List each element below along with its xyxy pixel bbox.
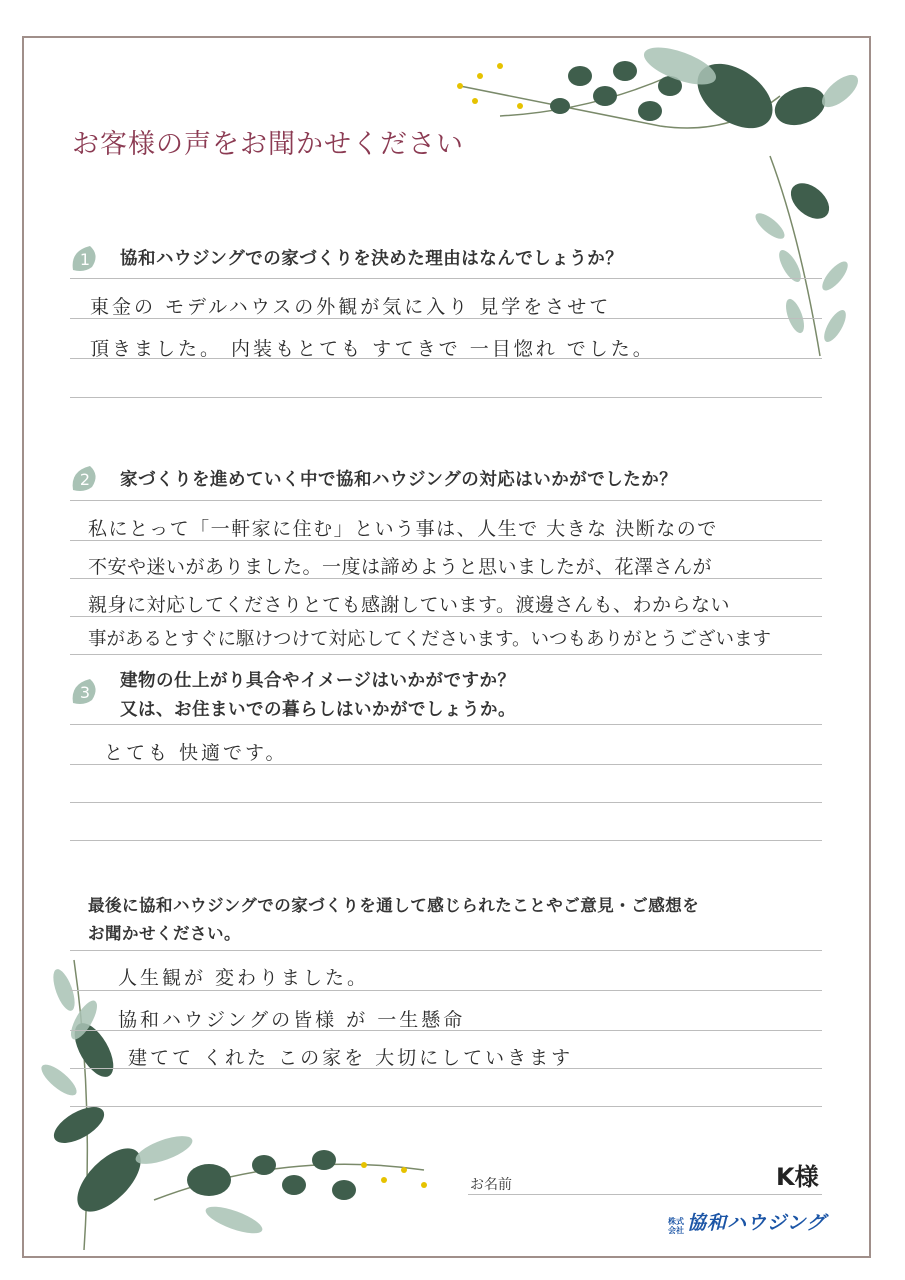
- question-3-line-1: 建物の仕上がり具合やイメージはいかがですか？: [120, 671, 516, 691]
- final-prompt-line-1: 最後に協和ハウジングでの家づくりを通して感じられたことやご意見・ご感想を: [88, 896, 700, 915]
- answer-line: [70, 397, 822, 398]
- divider: [70, 950, 822, 951]
- question-3-leaf-icon: [70, 676, 100, 706]
- answer-2-line-2: 不安や迷いがありました。一度は諦めようと思いましたが、花澤さんが: [88, 556, 713, 578]
- answer-1-line-2: 頂きました。 内装もとても すてきで 一目惚れ でした。: [90, 338, 655, 360]
- answer-2-line-4: 事があるとすぐに駆けつけて対応してくださいます。いつもありがとうございます: [88, 629, 772, 650]
- answer-line: [70, 654, 822, 655]
- svg-text:1: 1: [79, 250, 91, 269]
- botanical-decoration-top-right: [440, 36, 880, 376]
- divider: [70, 500, 822, 501]
- divider: [70, 278, 822, 279]
- form-title: お客様の声をお聞かせください: [72, 129, 464, 160]
- question-2: 家づくりを進めていく中で協和ハウジングの対応はいかがでしたか？: [120, 470, 678, 490]
- answer-line: [70, 990, 822, 991]
- answer-3-line-1: とても 快適です。: [104, 742, 288, 764]
- final-answer-line-2: 協和ハウジングの皆様 が 一生懸命: [118, 1009, 466, 1031]
- company-logo: [668, 1208, 826, 1235]
- customer-name: K様: [776, 1163, 819, 1191]
- question-1: 協和ハウジングでの家づくりを決めた理由はなんでしょうか？: [120, 249, 624, 269]
- name-line: [468, 1194, 822, 1195]
- botanical-decoration-bottom-left: [24, 950, 464, 1260]
- answer-1-line-1: 東金の モデルハウスの外観が気に入り 見学をさせて: [90, 296, 612, 318]
- final-prompt-line-2: お聞かせください。: [88, 924, 241, 943]
- final-answer-line-3: 建てて くれた この家を 大切にしていきます: [128, 1047, 574, 1069]
- name-label: お名前: [470, 1177, 512, 1193]
- svg-text:2: 2: [79, 470, 91, 489]
- answer-line: [70, 802, 822, 803]
- question-2-leaf-icon: [70, 463, 100, 493]
- answer-2-line-3: 親身に対応してくださりとても感謝しています。渡邊さんも、わからない: [88, 594, 730, 616]
- answer-2-line-1: 私にとって「一軒家に住む」という事は、人生で 大きな 決断なので: [88, 518, 718, 540]
- answer-line: [70, 1106, 822, 1107]
- divider: [70, 724, 822, 725]
- company-name: 協和ハウジング: [687, 1212, 827, 1234]
- final-answer-line-1: 人生観が 変わりました。: [118, 967, 370, 989]
- question-3-line-2: 又は、お住まいでの暮らしはいかがでしょうか。: [120, 700, 516, 720]
- svg-text:3: 3: [79, 683, 91, 702]
- company-prefix: 株式 会社: [668, 1217, 684, 1235]
- answer-line: [70, 840, 822, 841]
- question-1-leaf-icon: [70, 243, 100, 273]
